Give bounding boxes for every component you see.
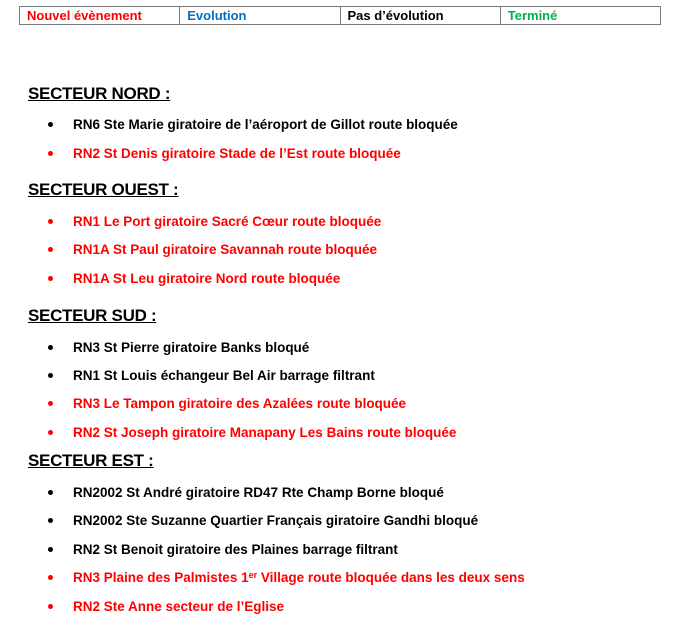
legend-label: Terminé bbox=[507, 8, 558, 23]
legend-evolution bbox=[180, 7, 340, 25]
status-legend-table bbox=[19, 6, 661, 25]
legend-label: Pas d’évolution bbox=[347, 8, 444, 23]
list-item bbox=[48, 394, 406, 414]
superscript-ordinal: er bbox=[248, 570, 258, 580]
list-item bbox=[48, 511, 478, 531]
list-item-text: RN2 St Joseph giratoire Manapany Les Bains route bloquée bbox=[73, 425, 457, 440]
list-item-text: RN2 St Benoit giratoire des Plaines barrage filtrant bbox=[73, 542, 398, 557]
list-item bbox=[48, 483, 444, 503]
bullet-icon bbox=[48, 122, 53, 127]
list-item bbox=[48, 366, 375, 386]
list-item bbox=[48, 269, 340, 289]
list-item-text: RN2002 St André giratoire RD47 Rte Champ Borne bloqué bbox=[73, 485, 444, 500]
bullet-icon bbox=[48, 547, 53, 552]
bullet-icon bbox=[48, 151, 53, 156]
list-item-text: RN1A St Paul giratoire Savannah route bloquée bbox=[73, 242, 378, 257]
list-item-text: RN3 St Pierre giratoire Banks bloqué bbox=[73, 340, 310, 355]
list-item bbox=[48, 568, 525, 588]
bullet-icon bbox=[48, 575, 53, 580]
legend-label: Evolution bbox=[187, 8, 247, 23]
list-item-text: RN2002 Ste Suzanne Quartier Français giratoire Gandhi bloqué bbox=[73, 513, 479, 528]
legend-row bbox=[20, 7, 661, 25]
bullet-icon bbox=[48, 219, 53, 224]
bullet-icon bbox=[48, 401, 53, 406]
list-item-text: RN3 Le Tampon giratoire des Azalées route bloquée bbox=[73, 396, 407, 411]
list-item bbox=[48, 423, 456, 443]
bullet-icon bbox=[48, 490, 53, 495]
bullet-icon bbox=[48, 604, 53, 609]
bullet-icon bbox=[48, 345, 53, 350]
list-item-text: RN1A St Leu giratoire Nord route bloquée bbox=[73, 271, 341, 286]
list-item bbox=[48, 540, 398, 560]
list-item bbox=[48, 597, 284, 617]
list-item bbox=[48, 144, 401, 164]
legend-label: Nouvel évènement bbox=[27, 8, 142, 23]
section-title-ouest: SECTEUR OUEST : bbox=[28, 180, 179, 199]
list-item-text: RN2 Ste Anne secteur de l’Eglise bbox=[73, 599, 285, 614]
list-item-text: RN2 St Denis giratoire Stade de l’Est route bloquée bbox=[73, 146, 401, 161]
list-item-text: RN6 Ste Marie giratoire de l’aéroport de Gillot route bloquée bbox=[73, 117, 458, 132]
list-item-text-part: RN3 Plaine des Palmistes 1 bbox=[73, 570, 249, 585]
section-title-est: SECTEUR EST : bbox=[28, 451, 154, 470]
list-item-text bbox=[73, 570, 525, 585]
legend-finished bbox=[500, 7, 660, 25]
bullet-icon bbox=[48, 373, 53, 378]
section-title-sud: SECTEUR SUD : bbox=[28, 306, 157, 325]
bullet-icon bbox=[48, 247, 53, 252]
bullet-icon bbox=[48, 518, 53, 523]
legend-new-event bbox=[20, 7, 180, 25]
list-item bbox=[48, 212, 381, 232]
list-item bbox=[48, 115, 458, 135]
legend-no-evolution bbox=[340, 7, 500, 25]
list-item-text: RN1 St Louis échangeur Bel Air barrage filtrant bbox=[73, 368, 375, 383]
list-item-text-part: Village route bloquée dans les deux sens bbox=[257, 570, 525, 585]
section-title-nord: SECTEUR NORD : bbox=[28, 84, 171, 103]
bullet-icon bbox=[48, 430, 53, 435]
list-item bbox=[48, 240, 377, 260]
list-item bbox=[48, 338, 309, 358]
bullet-icon bbox=[48, 276, 53, 281]
list-item-text: RN1 Le Port giratoire Sacré Cœur route bloquée bbox=[73, 214, 382, 229]
